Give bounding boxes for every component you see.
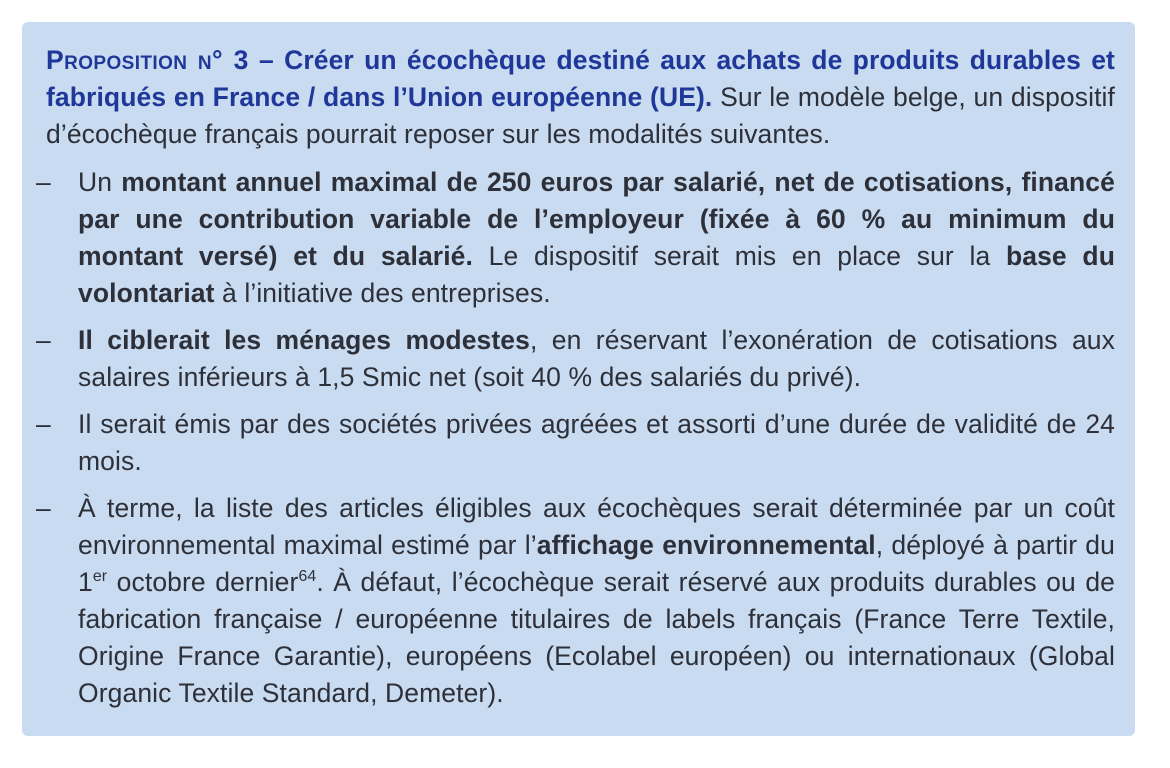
text-segment: base du volontariat	[78, 241, 1115, 308]
bullet-dash: –	[36, 409, 51, 439]
text-segment: , en réservant l’exonération de cotisations aux salaires inférieurs à 1,5 Smic net (soit 40 % des salariés du privé).	[78, 325, 1115, 392]
bullet-text	[78, 490, 1115, 712]
bullet-item	[36, 322, 1115, 396]
superscript-ordinal: er	[92, 568, 108, 586]
text-segment: . À défaut, l’écochèque serait réservé aux produits durables ou de fabrication française / européenne titulaires de labels français (France Terre Textile, Origine France Garantie), européens (Ecolabel européen) ou internationaux (Global Organic Textile Standard, Demeter).	[78, 567, 1115, 708]
text-segment: Le dispositif serait mis en place sur la	[472, 241, 1006, 271]
bullet-text	[78, 406, 1115, 480]
bullet-dash: –	[36, 167, 51, 197]
bullet-item	[36, 490, 1115, 712]
intro-text: Sur le modèle belge, un dispositif d’écochèque français pourrait reposer sur les modalités suivantes.	[46, 82, 1115, 149]
text-segment: Il serait émis par des sociétés privées agréées et assorti d’une durée de validité de 24 mois.	[78, 409, 1115, 476]
bullet-text	[78, 322, 1115, 396]
text-segment: affichage environnemental	[536, 530, 876, 560]
proposition-number-label: Proposition n° 3	[46, 45, 249, 75]
bullet-item	[36, 406, 1115, 480]
bullet-text	[78, 164, 1115, 312]
intro-paragraph	[46, 42, 1115, 153]
text-segment: , déployé à partir du 1	[78, 530, 1115, 597]
text-segment: à l’initiative des entreprises.	[214, 278, 551, 308]
text-segment: octobre dernier	[107, 567, 299, 597]
bullet-dash: –	[36, 493, 51, 523]
text-segment: À terme, la liste des articles éligibles aux écochèques serait déterminée par un coût environnemental maximal estimé par l’	[78, 493, 1115, 560]
bullet-list	[36, 164, 1115, 712]
text-segment: Il ciblerait les ménages modestes	[78, 325, 530, 355]
proposition-title: – Créer un écochèque destiné aux achats de produits durables et fabriqués en France / dans l’Union européenne (UE).	[46, 45, 1115, 112]
text-segment: montant annuel maximal de 250 euros par salarié, net de cotisations, financé par une contribution variable de l’employeur (fixée à 60 % au minimum du montant versé) et du salarié.	[78, 167, 1115, 271]
proposition-box	[22, 22, 1135, 736]
bullet-item	[36, 164, 1115, 312]
text-segment: Un	[78, 167, 122, 197]
bullet-dash: –	[36, 325, 51, 355]
footnote-reference: 64	[298, 568, 317, 586]
